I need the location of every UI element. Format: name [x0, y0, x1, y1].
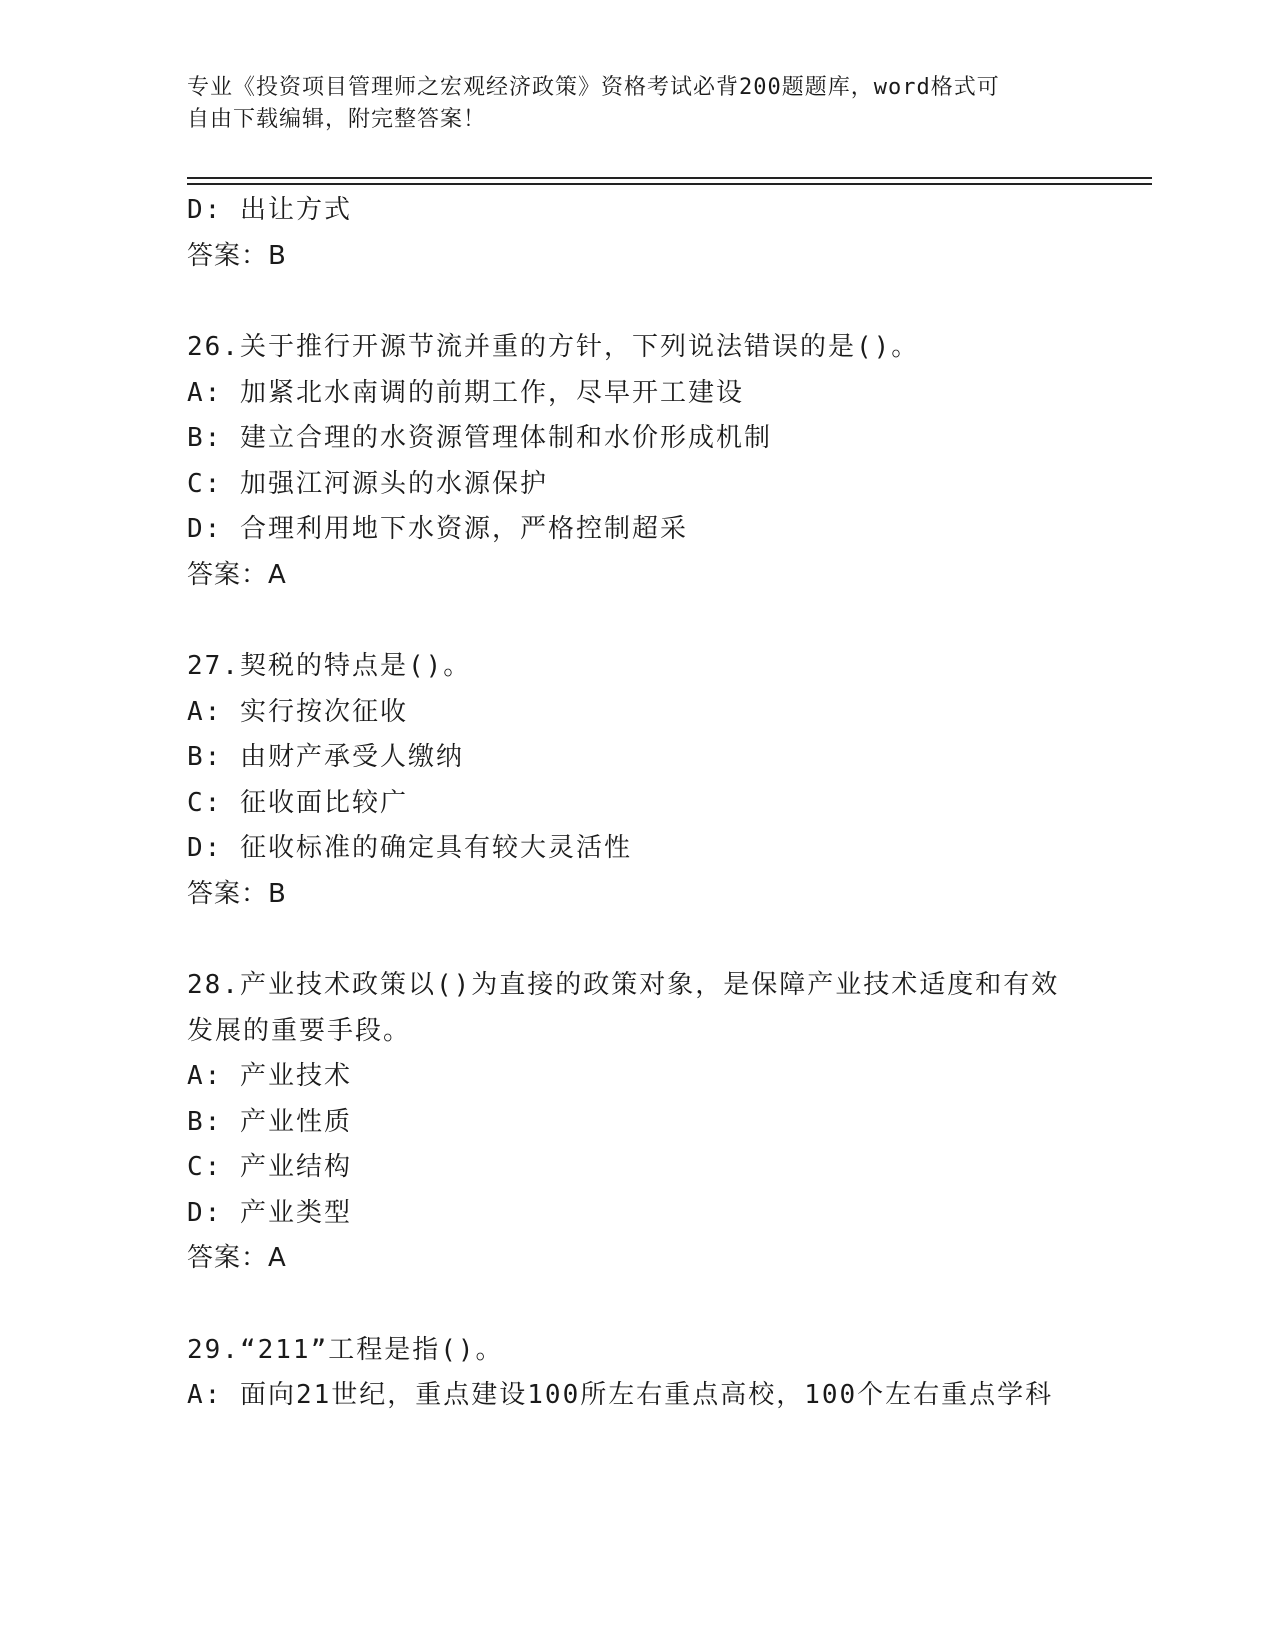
header-divider-bottom	[187, 183, 1152, 185]
option-d: D: 产业类型	[187, 1197, 352, 1228]
option-b: B: 建立合理的水资源管理体制和水价形成机制	[187, 423, 772, 453]
answer-line: 答案：B	[187, 878, 287, 909]
option-b: B: 由财产承受人缴纳	[187, 742, 464, 772]
option-a: A: 加紧北水南调的前期工作，尽早开工建设	[187, 377, 744, 408]
header-title-line-2: 自由下载编辑，附完整答案！	[187, 107, 487, 132]
option-a: A: 产业技术	[187, 1061, 352, 1091]
question-29	[187, 1328, 1087, 1419]
question-text-line-2: 发展的重要手段。	[187, 1015, 412, 1046]
option-d: D: 征收标准的确定具有较大灵活性	[187, 833, 632, 863]
option-a: A: 实行按次征收	[187, 696, 408, 727]
question-text-line-1: 28.产业技术政策以()为直接的政策对象，是保障产业技术适度和有效	[187, 970, 1060, 1000]
question-text: 29.“211”工程是指()。	[187, 1334, 504, 1365]
question-27	[187, 644, 1087, 917]
question-text: 27.契税的特点是()。	[187, 651, 472, 681]
option-c: C: 加强江河源头的水源保护	[187, 468, 548, 499]
option-b: B: 产业性质	[187, 1106, 352, 1137]
question-text: 26.关于推行开源节流并重的方针，下列说法错误的是()。	[187, 332, 920, 362]
header-divider-top	[187, 177, 1152, 179]
question-list	[187, 188, 1087, 1419]
option-d: D: 出让方式	[187, 195, 352, 225]
prev-question-block	[187, 188, 1087, 279]
option-c: C: 产业结构	[187, 1152, 352, 1182]
header-title-line-1: 专业《投资项目管理师之宏观经济政策》资格考试必背200题题库，word格式可	[187, 75, 1000, 100]
question-26	[187, 325, 1087, 598]
answer-line: 答案：B	[187, 240, 287, 271]
answer-line: 答案：A	[187, 559, 287, 590]
question-28	[187, 963, 1087, 1282]
option-a: A: 面向21世纪，重点建设100所左右重点高校，100个左右重点学科	[187, 1380, 1054, 1410]
answer-line: 答案：A	[187, 1243, 287, 1273]
option-d: D: 合理利用地下水资源，严格控制超采	[187, 514, 688, 544]
option-c: C: 征收面比较广	[187, 787, 408, 818]
document-header	[187, 72, 1067, 136]
